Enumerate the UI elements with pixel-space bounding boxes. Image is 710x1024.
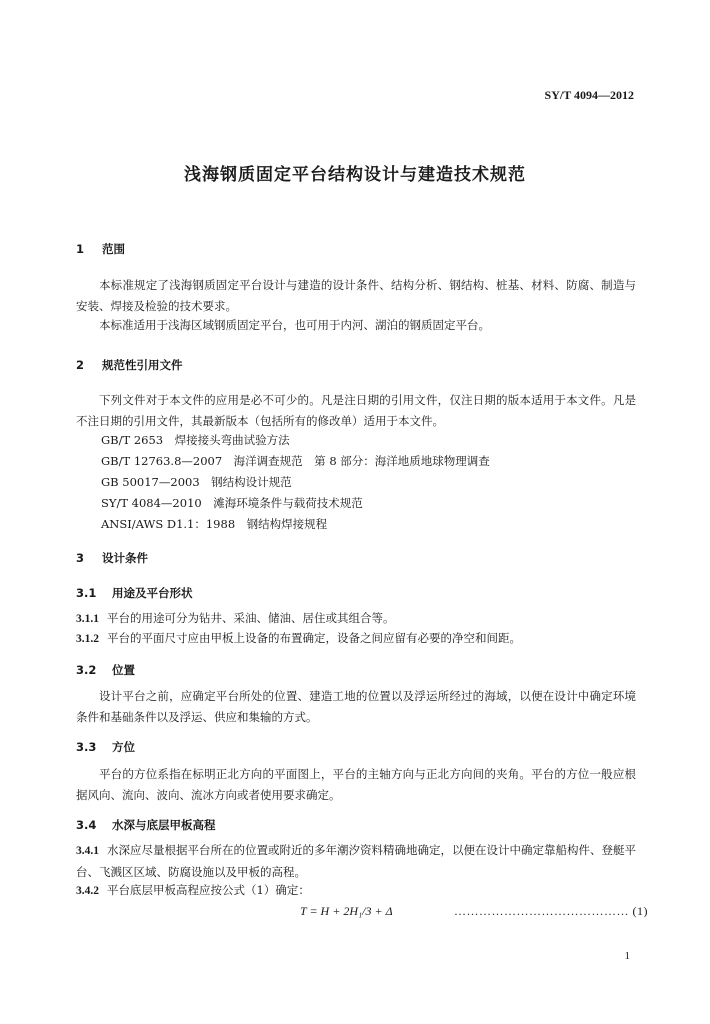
paragraph: 本标准适用于浅海区域钢质固定平台，也可用于内河、湖泊的钢质固定平台。 [99,318,490,332]
subsection-title: 水深与底层甲板高程 [112,818,216,832]
subsection-heading-3-4 [76,817,216,833]
subsection-title: 用途及平台形状 [112,586,193,600]
paragraph: 平台的方位系指在标明正北方向的平面图上，平台的主轴方向与正北方向间的夹角。平台的方位一般应根据风向、流向、波向、流冰方向或者使用要求确定。 [76,767,636,802]
section-title: 规范性引用文件 [102,358,183,372]
section-heading-3 [76,550,148,566]
section-title: 设计条件 [102,551,149,565]
subsection-number: 3.4 [76,818,97,832]
formula: T = H + 2H₁/3 + Δ [300,904,393,918]
subsection-number: 3.2 [76,663,97,677]
reference-item: GB/T 2653 焊接接头弯曲试验方法 [101,433,290,447]
section-number: 2 [76,358,85,372]
document-title: 浅海钢质固定平台结构设计与建造技术规范 [184,165,526,185]
reference-item: GB 50017—2003 钢结构设计规范 [101,475,292,489]
section-number: 1 [76,242,85,256]
subsection-heading-3-3 [76,739,135,755]
paragraph: 本标准规定了浅海钢质固定平台设计与建造的设计条件、结构分析、钢结构、桩基、材料、防腐、制造与安装、焊接及检验的技术要求。 [76,278,636,313]
section-number: 3 [76,551,85,565]
clause-3-1-1 [76,608,636,630]
subsection-heading-3-1 [76,585,193,601]
paragraph: 设计平台之前，应确定平台所处的位置、建造工地的位置以及浮运所经过的海域，以便在设计中确定环境条件和基础条件以及浮运、供应和集输的方式。 [76,689,636,724]
reference-item: GB/T 12763.8—2007 海洋调查规范 第 8 部分：海洋地质地球物理调查 [101,454,490,468]
section-title: 范围 [102,242,126,256]
subsection-title: 位置 [112,663,136,677]
paragraph: 下列文件对于本文件的应用是必不可少的。凡是注日期的引用文件，仅注日期的版本适用于本文件。凡是不注日期的引用文件，其最新版本（包括所有的修改单）适用于本文件。 [76,393,636,428]
subsection-number: 3.1 [76,586,97,600]
clause-number: 3.1.1 [76,613,99,625]
clause-text: 平台底层甲板高程应按公式（1）确定： [107,883,310,897]
clause-3-1-2 [76,628,636,650]
section-heading-1 [76,241,125,257]
clause-number: 3.4.2 [76,885,99,897]
clause-text: 平台的用途可分为钻井、采油、储油、居住或其组合等。 [107,611,395,625]
section-heading-2 [76,357,183,373]
reference-item: ANSI/AWS D1.1：1988 钢结构焊接规程 [101,517,328,531]
clause-number: 3.4.1 [76,845,99,857]
clause-number: 3.1.2 [76,633,99,645]
page-number: 1 [624,950,630,962]
subsection-number: 3.3 [76,740,97,754]
clause-3-4-2 [76,880,636,902]
clause-text: 水深应尽量根据平台所在的位置或附近的多年潮汐资料精确地确定，以便在设计中确定靠船构件、登艇平台、飞溅区区域、防腐设施以及甲板的高程。 [76,843,636,879]
subsection-title: 方位 [112,740,136,754]
reference-item: SY/T 4084—2010 滩海环境条件与载荷技术规范 [101,496,363,510]
clause-3-4-1 [76,840,636,883]
standard-code: SY/T 4094—2012 [544,88,634,102]
clause-text: 平台的平面尺寸应由甲板上设备的布置确定，设备之间应留有必要的净空和间距。 [107,631,521,645]
subsection-heading-3-2 [76,662,135,678]
formula-number: …………………………………… (1) [454,904,648,918]
